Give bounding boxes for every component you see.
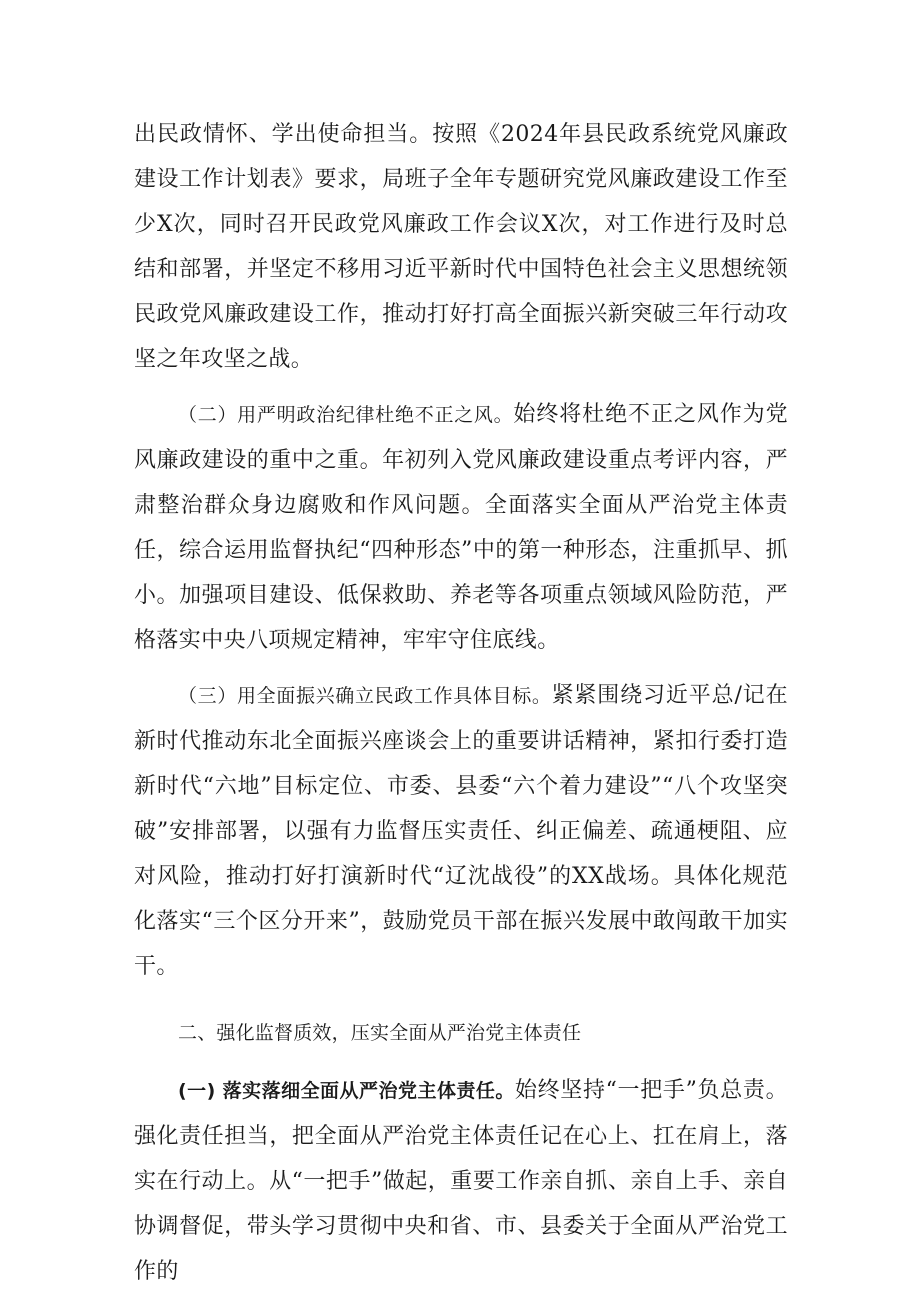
paragraph-2-text: 始终将杜绝不正之风作为党风廉政建设的重中之重。年初列入党风廉政建设重点考评内容，严肃整治群众身边腐败和作风问题。全面落实全面从严治党主体责任，综合运用监督执纪“四种形态”中的第一种形态，注重抓早、抓小。加强项目建设、低保救助、养老等各项重点领域风险防范，严格落实中央八项规定精神，牢牢守住底线。 (134, 402, 788, 653)
paragraph-2-lead: （二）用严明政治纪律杜绝不正之风。 (178, 404, 514, 426)
paragraph-3-text: 紧紧围绕习近平总/记在新时代推动东北全面振兴座谈会上的重要讲话精神，紧扣行委打造新时代“六地”目标定位、市委、县委“六个着力建设”“八个攻坚突破”安排部署，以强有力监督压实责任、纠正偏差、疏通梗阻、应对风险，推动打好打演新时代“辽沈战役”的XX战场。具体化规范化落实“三个区分开来”，鼓励党员干部在振兴发展中敢闯敢干加实干。 (134, 683, 788, 979)
paragraph-1 (134, 112, 788, 382)
paragraph-3-lead: （三）用全面振兴确立民政工作具体目标。 (178, 685, 552, 707)
section-heading-2: 二、强化监督质效，压实全面从严治党主体责任 (178, 1022, 582, 1044)
paragraph-4-lead: (一) 落实落细全面从严治党主体责任。 (178, 1080, 515, 1102)
paragraph-1-text: 出民政情怀、学出使命担当。按照《2024年县民政系统党风廉政建设工作计划表》要求，局班子全年专题研究党风廉政建设工作至少X次，同时召开民政党风廉政工作会议X次，对工作进行及时总结和部署，并坚定不移用习近平新时代中国特色社会主义思想统领民政党风廉政建设工作，推动打好打高全面振兴新突破三年行动攻坚之年攻坚之战。 (134, 122, 788, 372)
paragraph-3 (134, 673, 788, 989)
paragraph-4 (134, 1068, 788, 1294)
paragraph-4-text: 始终坚持“一把手”负总责。强化责任担当，把全面从严治党主体责任记在心上、扛在肩上，落实在行动上。从“一把手”做起，重要工作亲自抓、亲自上手、亲自协调督促，带头学习贯彻中央和省、市、县委关于全面从严治党工作的 (134, 1078, 788, 1284)
document-body (134, 112, 788, 1294)
paragraph-2 (134, 392, 788, 663)
